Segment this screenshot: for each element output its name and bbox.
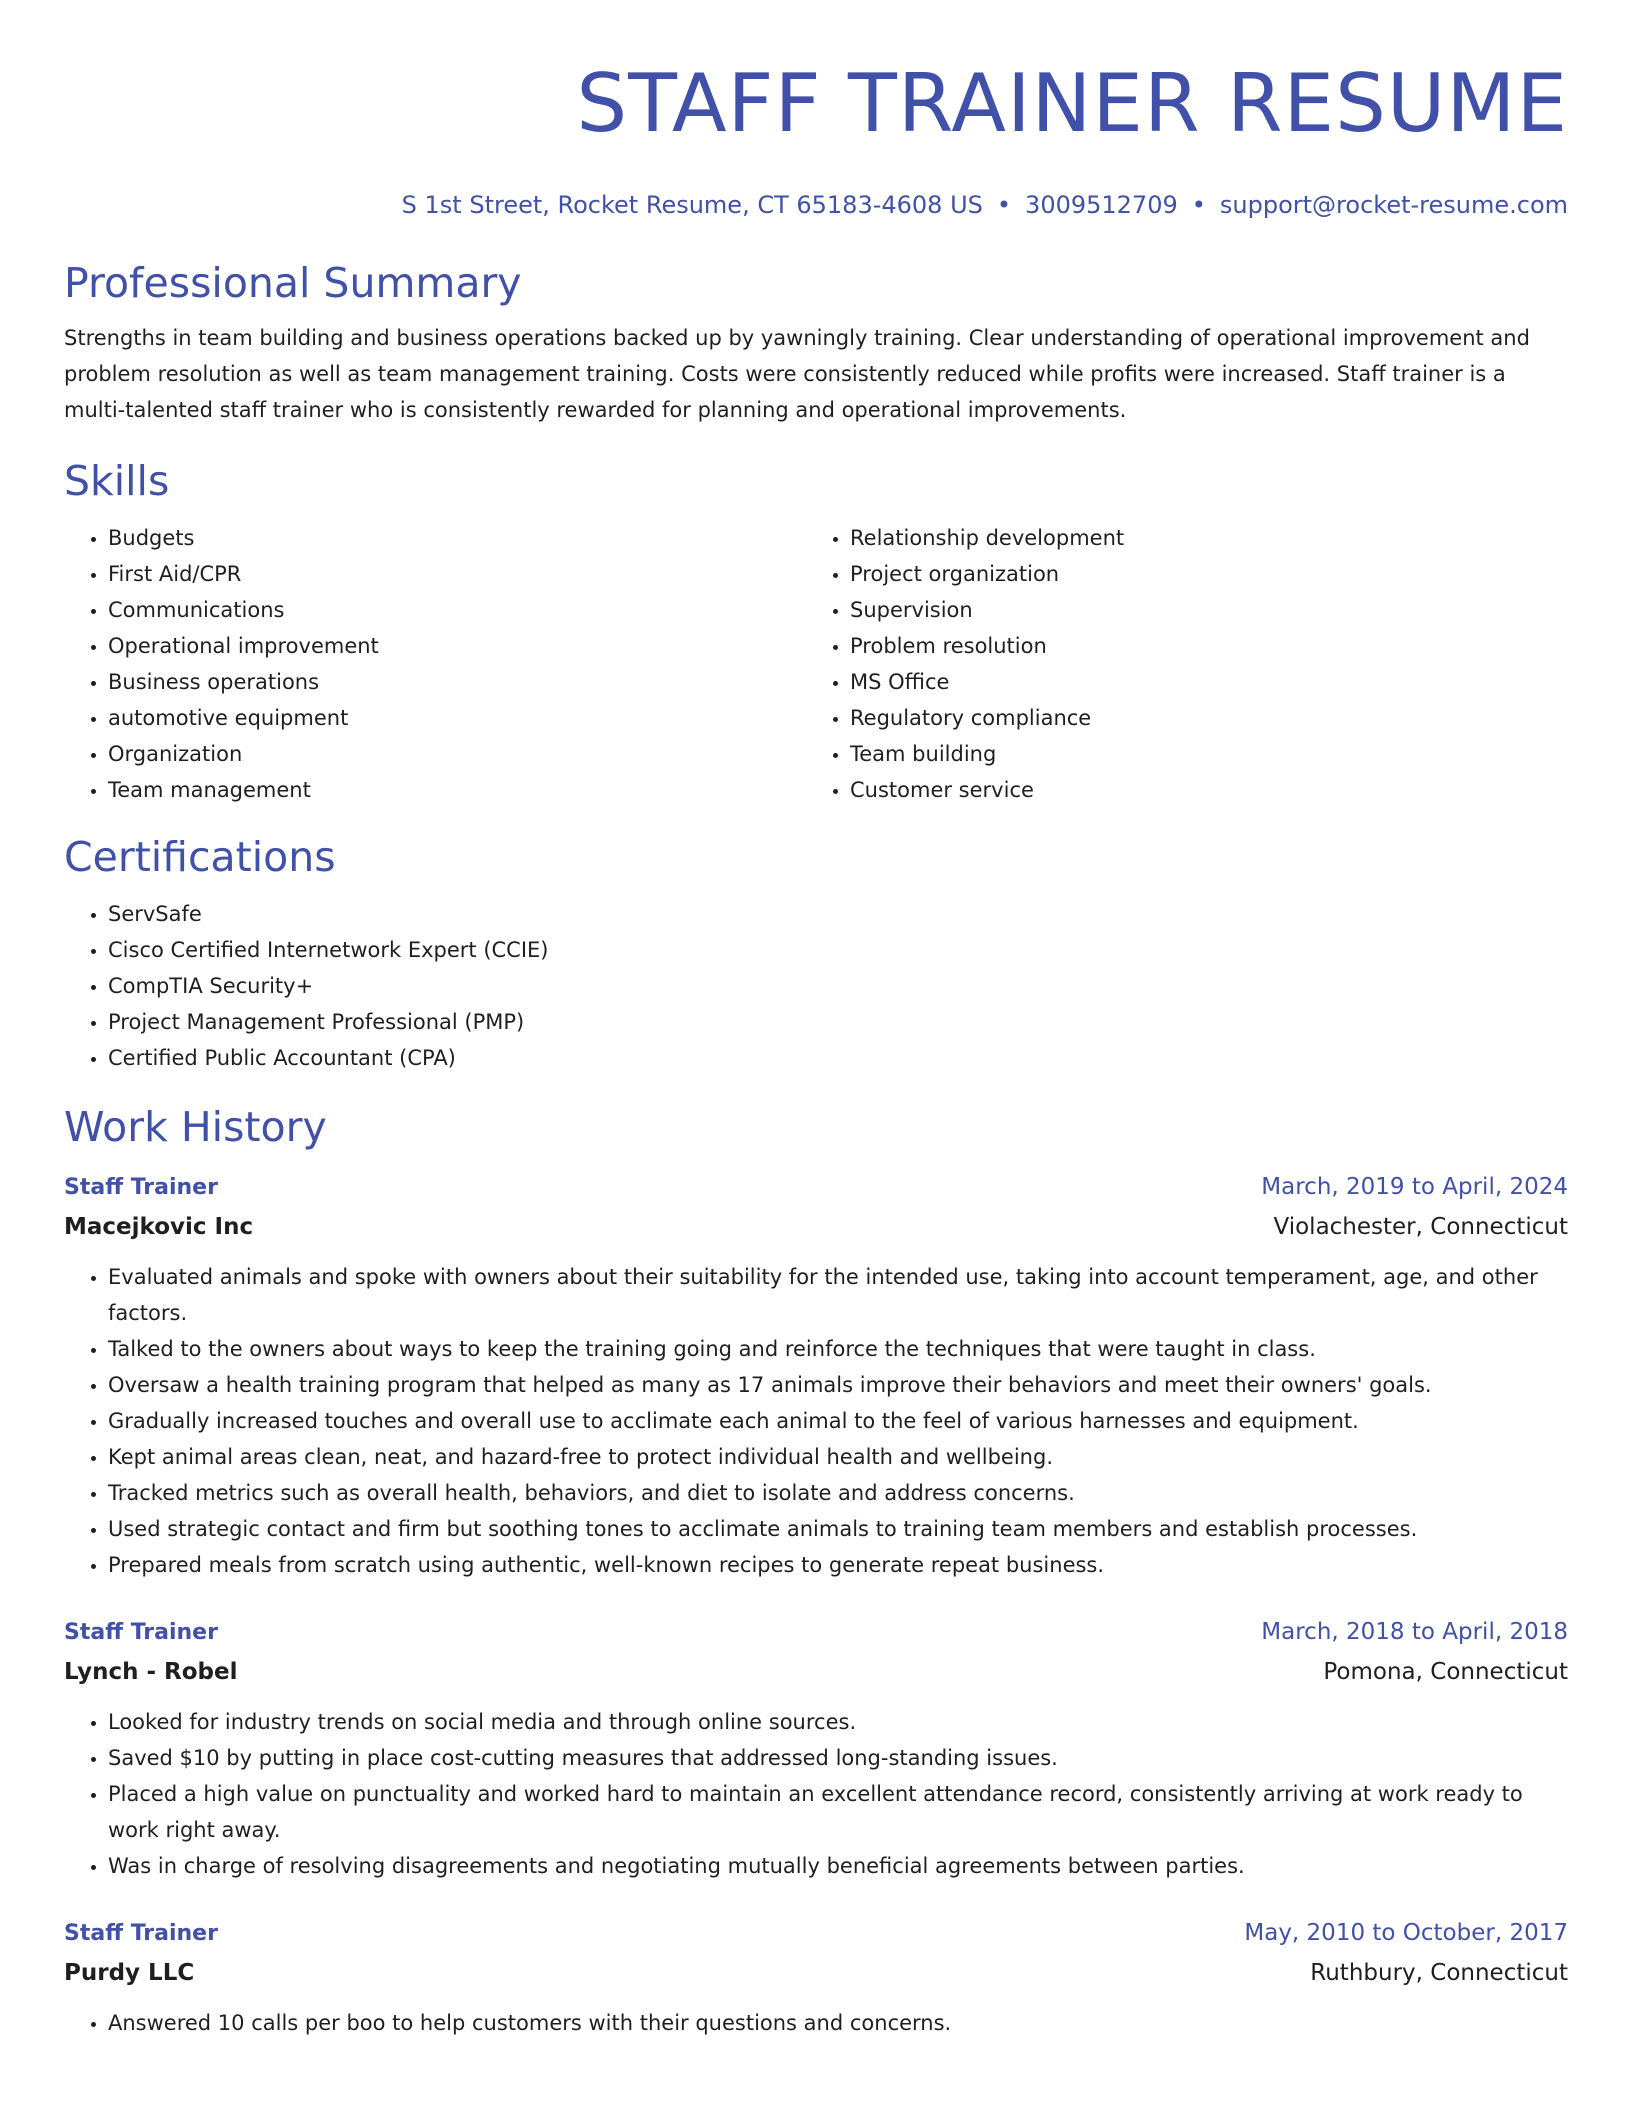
skill-item: • automotive equipment (108, 700, 806, 736)
skills-left-column (64, 520, 806, 808)
job-company: Macejkovic Inc (64, 1214, 254, 1240)
job-bullets (64, 1704, 1568, 1884)
job-title-row (64, 1613, 1568, 1652)
skills-section (64, 456, 1568, 808)
skill-item: • Supervision (850, 592, 1548, 628)
job-dates: March, 2018 to April, 2018 (1261, 1619, 1568, 1645)
job-bullet: • Oversaw a health training program that helped as many as 17 animals improve their behaviors and meet their owners' goals. (108, 1367, 1568, 1403)
job-dates: March, 2019 to April, 2024 (1261, 1174, 1568, 1200)
certifications-section (64, 832, 1568, 1076)
contact-line (64, 190, 1568, 220)
certification-item: • CompTIA Security+ (108, 968, 1568, 1004)
job-entry (64, 1914, 1568, 2041)
skill-item: • Customer service (850, 772, 1548, 808)
job-company: Purdy LLC (64, 1960, 195, 1986)
job-bullets (64, 2005, 1568, 2041)
job-company-row (64, 1652, 1568, 1692)
contact-phone: 3009512709 (1025, 191, 1178, 219)
skills-right-column (806, 520, 1548, 808)
skill-item: • Operational improvement (108, 628, 806, 664)
job-entry (64, 1613, 1568, 1884)
job-bullet: • Kept animal areas clean, neat, and hazard-free to protect individual health and wellbeing. (108, 1439, 1568, 1475)
skill-item: • Budgets (108, 520, 806, 556)
job-bullet: • Placed a high value on punctuality and worked hard to maintain an excellent attendance record, consistently arriving at work ready to work right away. (108, 1776, 1568, 1848)
job-company-row (64, 1953, 1568, 1993)
job-location: Violachester, Connecticut (1273, 1214, 1568, 1240)
job-title-row (64, 1168, 1568, 1207)
job-location: Ruthbury, Connecticut (1310, 1960, 1568, 1986)
skill-item: • Team management (108, 772, 806, 808)
job-title: Staff Trainer (64, 1175, 218, 1200)
job-dates: May, 2010 to October, 2017 (1244, 1920, 1568, 1946)
skill-item: • Relationship development (850, 520, 1548, 556)
certification-item: • Cisco Certified Internetwork Expert (CCIE) (108, 932, 1568, 968)
job-bullet: • Gradually increased touches and overall use to acclimate each animal to the feel of various harnesses and equipment. (108, 1403, 1568, 1439)
summary-heading: Professional Summary (64, 259, 522, 307)
skill-item: • Project organization (850, 556, 1548, 592)
certification-item: • Certified Public Accountant (CPA) (108, 1040, 1568, 1076)
skill-item: • Regulatory compliance (850, 700, 1548, 736)
job-entry (64, 1168, 1568, 1583)
skills-heading: Skills (64, 457, 170, 505)
work-history-heading: Work History (64, 1103, 327, 1151)
skill-item: • MS Office (850, 664, 1548, 700)
job-title: Staff Trainer (64, 1620, 218, 1645)
job-company: Lynch - Robel (64, 1659, 238, 1685)
skill-item: • Communications (108, 592, 806, 628)
certifications-heading: Certifications (64, 833, 336, 881)
skills-columns (64, 520, 1568, 808)
job-bullet: • Tracked metrics such as overall health, behaviors, and diet to isolate and address concerns. (108, 1475, 1568, 1511)
resume-title: STAFF TRAINER RESUME (576, 57, 1568, 150)
skill-item: • Business operations (108, 664, 806, 700)
summary-text: Strengths in team building and business operations backed up by yawningly training. Clear understanding of operational improvement and problem resolution as well as team management training. Costs were consistently reduced while profits were increased. Staff trainer is a multi-talented staff trainer who is consistently rewarded for planning and operational improvements. (64, 326, 1530, 422)
work-history-section (64, 1102, 1568, 2041)
certification-item: • Project Management Professional (PMP) (108, 1004, 1568, 1040)
contact-separator: • (1191, 191, 1206, 219)
contact-email: support@rocket-resume.com (1219, 191, 1568, 219)
contact-separator: • (996, 191, 1012, 219)
certification-item: • ServSafe (108, 896, 1568, 932)
job-bullet: • Looked for industry trends on social media and through online sources. (108, 1704, 1568, 1740)
job-bullet: • Saved $10 by putting in place cost-cutting measures that addressed long-standing issues. (108, 1740, 1568, 1776)
job-company-row (64, 1207, 1568, 1247)
contact-address: S 1st Street, Rocket Resume, CT 65183-4608 US (401, 191, 983, 219)
skill-item: • Team building (850, 736, 1548, 772)
job-bullet: • Answered 10 calls per boo to help customers with their questions and concerns. (108, 2005, 1568, 2041)
skill-item: • First Aid/CPR (108, 556, 806, 592)
job-bullet: • Was in charge of resolving disagreements and negotiating mutually beneficial agreements between parties. (108, 1848, 1568, 1884)
skill-item: • Organization (108, 736, 806, 772)
job-location: Pomona, Connecticut (1323, 1659, 1568, 1685)
job-bullet: • Talked to the owners about ways to keep the training going and reinforce the techniques that were taught in class. (108, 1331, 1568, 1367)
job-title: Staff Trainer (64, 1921, 218, 1946)
job-bullet: • Used strategic contact and firm but soothing tones to acclimate animals to training team members and establish processes. (108, 1511, 1568, 1547)
summary-section (64, 258, 1568, 428)
job-bullets (64, 1259, 1568, 1583)
skill-item: • Problem resolution (850, 628, 1548, 664)
job-title-row (64, 1914, 1568, 1953)
job-bullet: • Evaluated animals and spoke with owners about their suitability for the intended use, taking into account temperament, age, and other factors. (108, 1259, 1568, 1331)
job-bullet: • Prepared meals from scratch using authentic, well-known recipes to generate repeat business. (108, 1547, 1568, 1583)
